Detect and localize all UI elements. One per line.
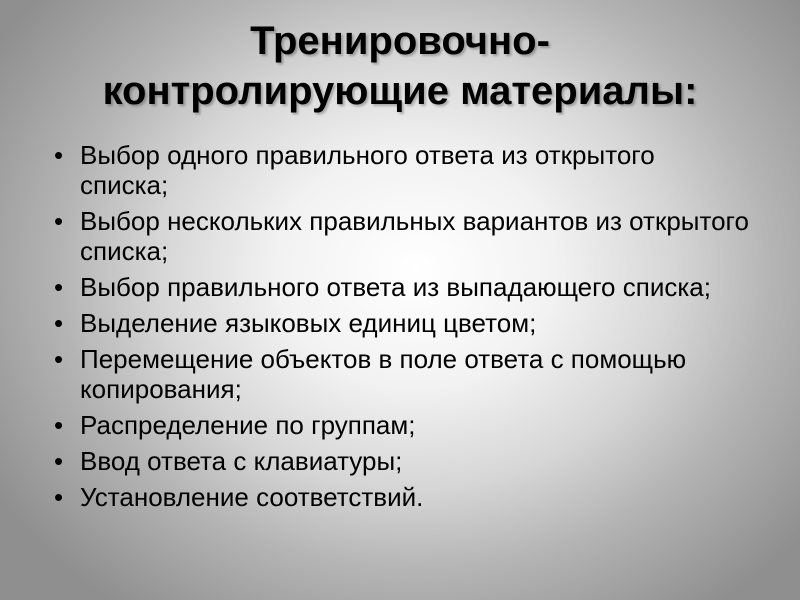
- bullet-dot-icon: •: [54, 482, 64, 512]
- bullet-dot-icon: •: [54, 206, 64, 236]
- list-item: [50, 482, 750, 512]
- list-item-text: Выбор нескольких правильных вариантов из открытого списка;: [80, 206, 749, 266]
- list-item: [50, 410, 750, 440]
- list-item-text: Выбор правильного ответа из выпадающего списка;: [80, 272, 711, 302]
- list-item-text: Распределение по группам;: [80, 410, 416, 440]
- bullet-dot-icon: •: [54, 140, 64, 170]
- list-item-text: Выделение языковых единиц цветом;: [80, 308, 537, 338]
- list-item: [50, 272, 750, 302]
- list-item: [50, 446, 750, 476]
- bullet-dot-icon: •: [54, 410, 64, 440]
- list-item: [50, 308, 750, 338]
- list-item-text: Ввод ответа с клавиатуры;: [80, 446, 403, 476]
- bullet-dot-icon: •: [54, 446, 64, 476]
- list-item-text: Перемещение объектов в поле ответа с помощью копирования;: [80, 344, 687, 404]
- list-item: [50, 140, 750, 200]
- bullet-dot-icon: •: [54, 272, 64, 302]
- title-line-2: контролирующие материалы:: [102, 69, 698, 113]
- bullet-list: [50, 140, 750, 518]
- list-item: [50, 206, 750, 266]
- slide-title: [0, 16, 800, 116]
- list-item-text: Выбор одного правильного ответа из открытого списка;: [80, 140, 655, 200]
- bullet-dot-icon: •: [54, 308, 64, 338]
- list-item-text: Установление соответствий.: [80, 482, 424, 512]
- list-item: [50, 344, 750, 404]
- title-line-1: Тренировочно-: [250, 19, 550, 63]
- bullet-dot-icon: •: [54, 344, 64, 374]
